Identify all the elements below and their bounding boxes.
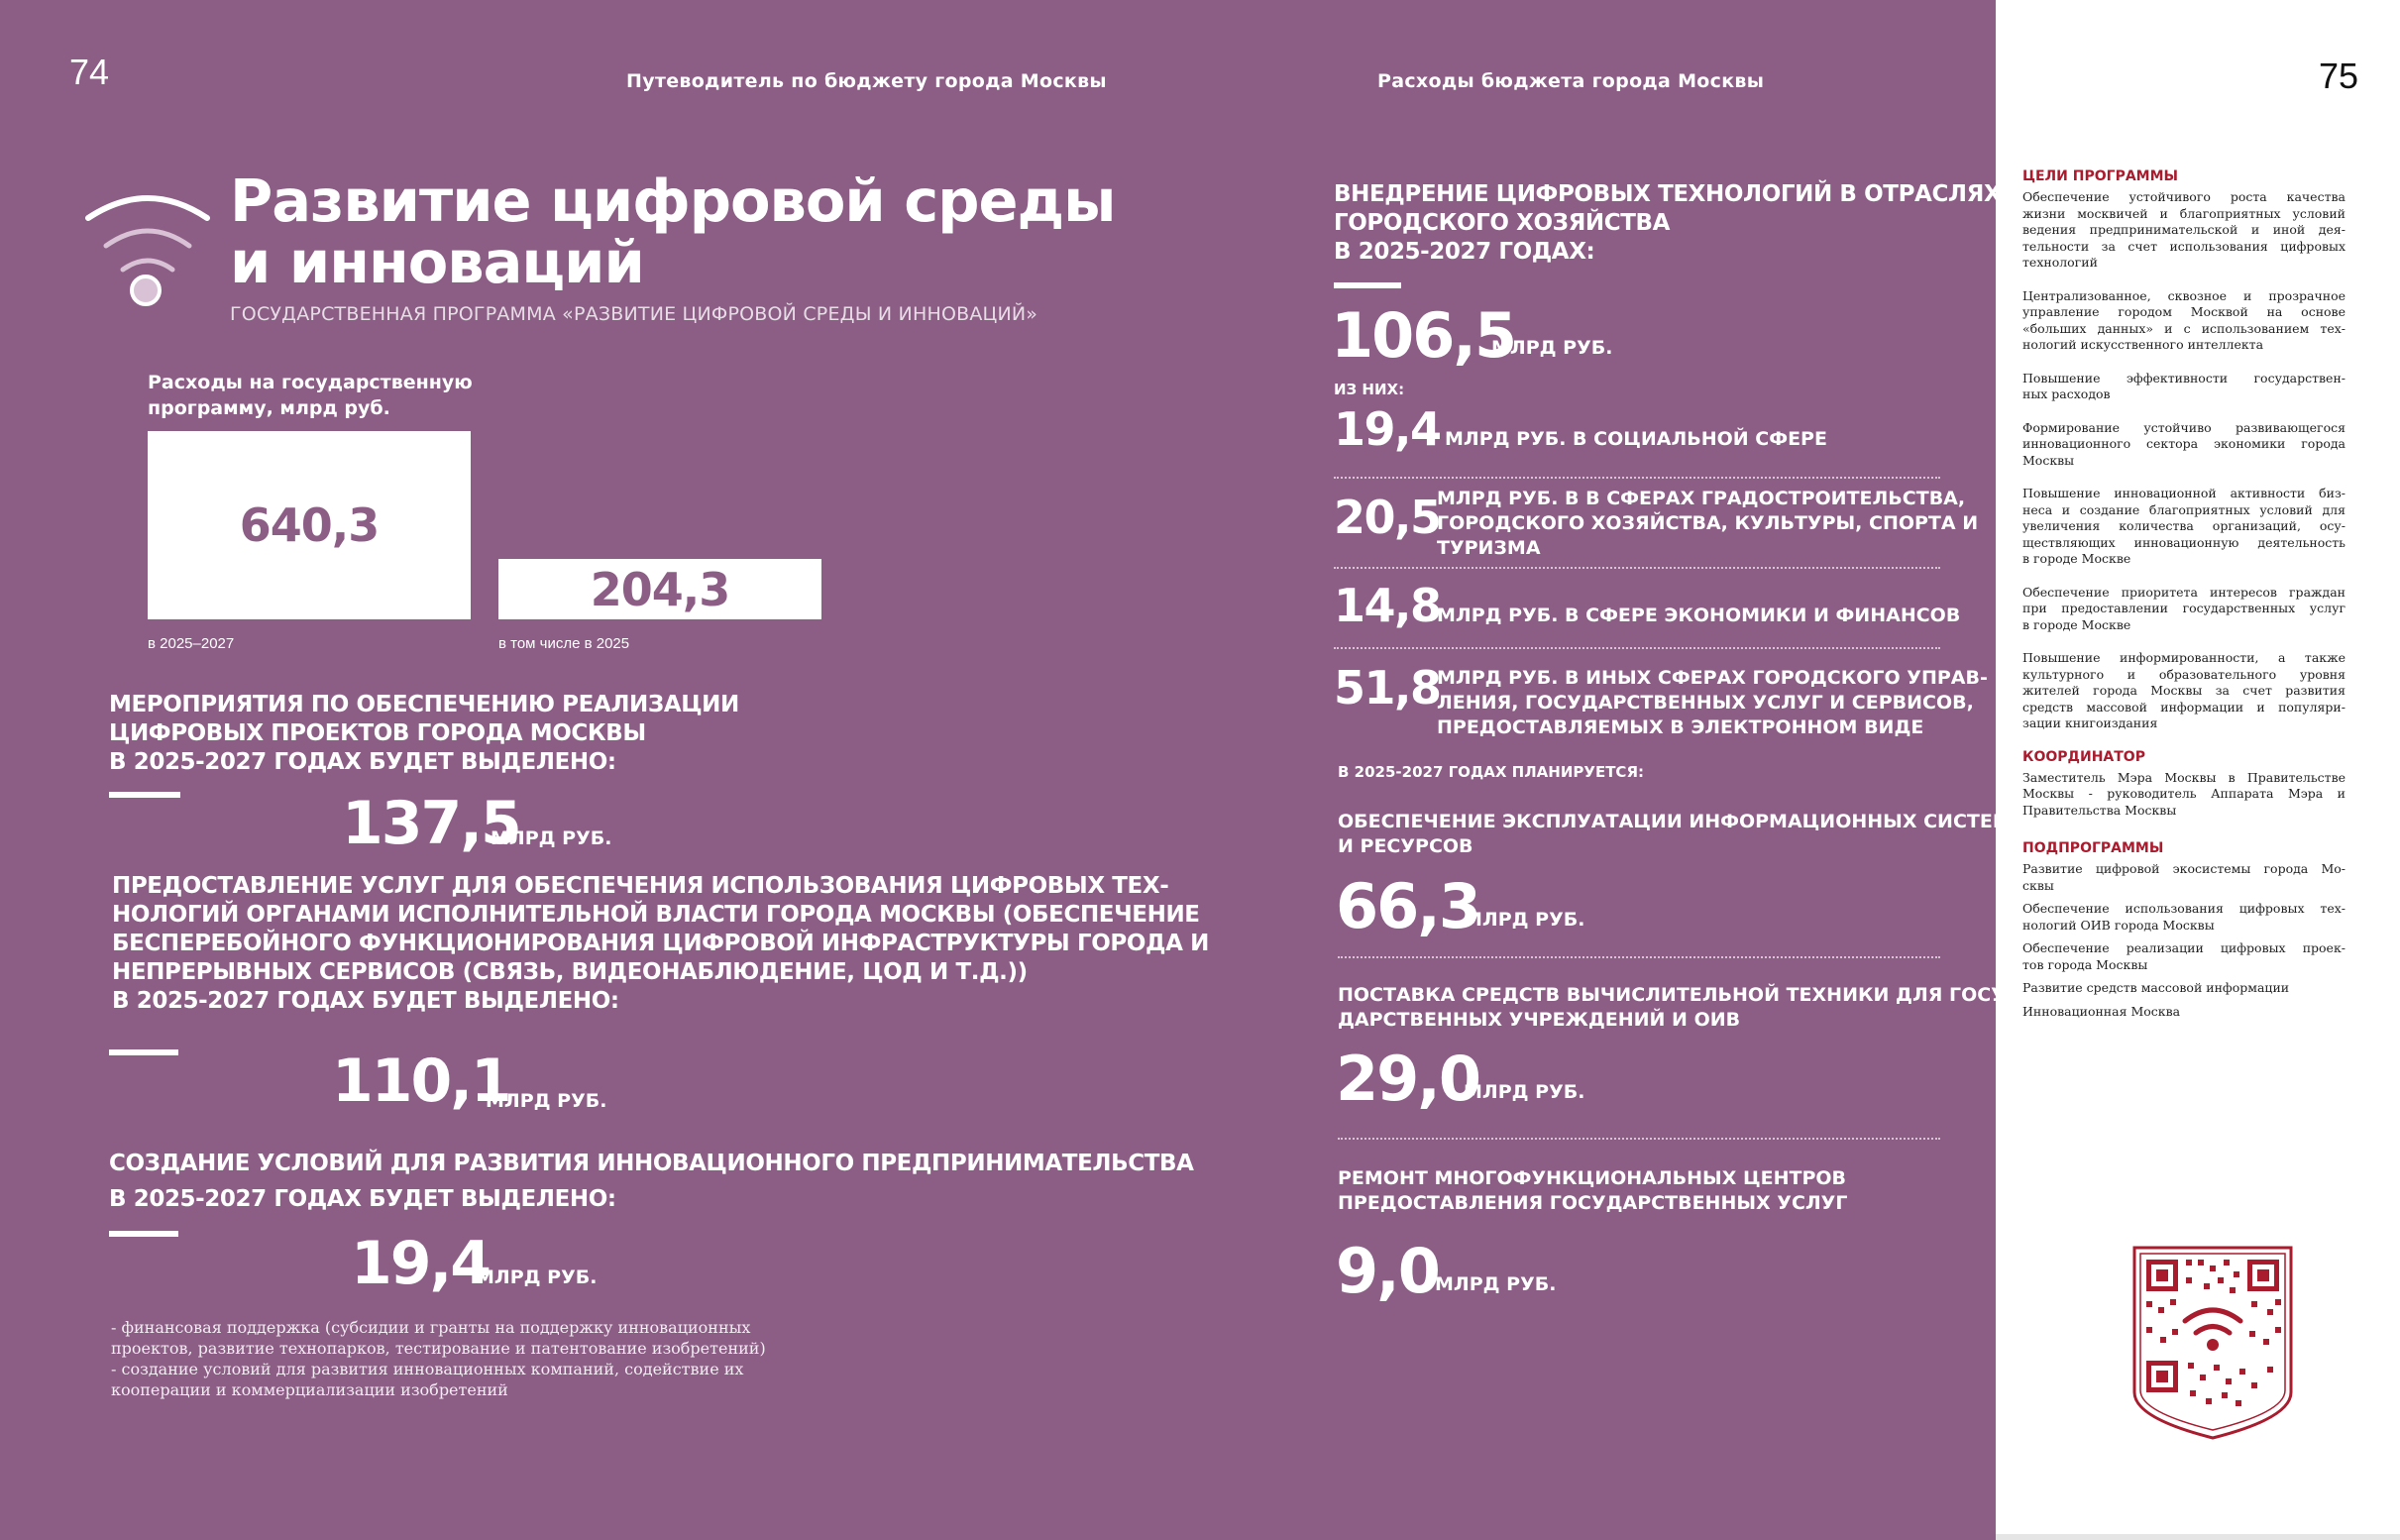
sidebar-text-line: сквы [2022, 877, 2054, 893]
chart-bar-value-label: 640,3 [239, 498, 380, 552]
sidebar-text-line: тов города Москвы [2022, 956, 2148, 972]
sidebar-text-line: Правительства Москвы [2022, 802, 2177, 818]
sidebar-text-line: средств массовой информации и популяри- [2022, 699, 2345, 715]
subprograms-heading: ПОДПРОГРАММЫ [2022, 840, 2164, 856]
sidebar-text-line: Обеспечение использования цифровых тех- [2022, 901, 2345, 916]
wifi-icon [83, 188, 212, 312]
row2-text-line1: МЛРД РУБ. В В СФЕРАХ ГРАДОСТРОИТЕЛЬСТВА, [1437, 488, 1966, 509]
section1-line3: В 2025-2027 ГОДАХ БУДЕТ ВЫДЕЛЕНО: [109, 749, 616, 775]
chart-caption-line1: Расходы на государственную [148, 372, 473, 393]
item1-line1: ОБЕСПЕЧЕНИЕ ЭКСПЛУАТАЦИИ ИНФОРМАЦИОННЫХ СИСТЕМ [1338, 811, 2012, 832]
page-subtitle: ГОСУДАРСТВЕННАЯ ПРОГРАММА «РАЗВИТИЕ ЦИФРОВОЙ СРЕДЫ И ИННОВАЦИЙ» [230, 303, 1038, 325]
row-divider [1334, 567, 1940, 569]
section1-unit: МЛРД РУБ. [491, 827, 612, 849]
sidebar-text-line: инновационного сектора экономики города [2022, 436, 2345, 451]
sidebar-text-line: при предоставлении государственных услуг [2022, 601, 2345, 615]
section3-unit: МЛРД РУБ. [476, 1266, 598, 1288]
notes-line1: - финансовая поддержка (субсидии и гранты на поддержку инновационных [111, 1318, 751, 1337]
item1-unit: МЛРД РУБ. [1464, 909, 1585, 931]
sidebar-text-line: нологий искусственного интеллекта [2022, 337, 2264, 352]
notes-line3: - создание условий для развития инновационных компаний, содействие их [111, 1360, 744, 1378]
sidebar-text-line: тельности за счет использования цифровых [2022, 238, 2345, 254]
row3-text: МЛРД РУБ. В СФЕРЕ ЭКОНОМИКИ И ФИНАНСОВ [1437, 605, 1961, 626]
chart-bar-2 [498, 559, 821, 619]
item3-line2: ПРЕДОСТАВЛЕНИЯ ГОСУДАРСТВЕННЫХ УСЛУГ [1338, 1192, 1848, 1214]
item2-value: 29,0 [1336, 1043, 1479, 1115]
goal-item [2022, 650, 2345, 732]
item3-unit: МЛРД РУБ. [1435, 1273, 1557, 1295]
sidebar-text-line: Развитие цифровой экосистемы города Мо- [2022, 861, 2345, 876]
sidebar-text-line: ществляющих инновационную деятельность [2022, 534, 2345, 550]
section3-line2: В 2025-2027 ГОДАХ БУДЕТ ВЫДЕЛЕНО: [109, 1186, 616, 1212]
sidebar-text-line: технологий [2022, 255, 2098, 270]
sidebar-text-line: «больших данных» и с использованием тех- [2022, 320, 2345, 336]
sidebar-text-line: увеличения количества организаций, осу- [2022, 518, 2345, 533]
goal-item [2022, 420, 2345, 470]
goal-item [2022, 371, 2345, 403]
section2-line1: ПРЕДОСТАВЛЕНИЕ УСЛУГ ДЛЯ ОБЕСПЕЧЕНИЯ ИСПОЛЬЗОВАНИЯ ЦИФРОВЫХ ТЕХ- [112, 873, 1169, 899]
total-value: 106,5 [1331, 299, 1516, 372]
section2-value: 110,1 [332, 1046, 510, 1116]
section1-dash [109, 792, 180, 798]
intro-line1: ВНЕДРЕНИЕ ЦИФРОВЫХ ТЕХНОЛОГИЙ В ОТРАСЛЯХ [1334, 181, 2002, 207]
section2-dash [109, 1049, 178, 1055]
sidebar-text-line: Формирование устойчиво развивающегося [2022, 419, 2345, 435]
section1-value: 137,5 [342, 789, 520, 858]
chart-bar-1 [148, 431, 471, 619]
chart-category-label: в том числе в 2025 [498, 635, 630, 652]
sidebar-text-line: жителей города Москвы за счет развития [2022, 683, 2345, 698]
sidebar-text-line: Обеспечение устойчивого роста качества [2022, 189, 2345, 204]
row2-text-line3: ТУРИЗМА [1437, 537, 1541, 559]
sidebar-text-line: зации книгоиздания [2022, 715, 2158, 730]
page-number-left: 74 [69, 52, 110, 92]
goal-item [2022, 585, 2345, 634]
notes-line2: проектов, развитие технопарков, тестирование и патентование изобретений) [111, 1339, 766, 1358]
page-title-line2: и инноваций [230, 228, 644, 296]
chart-caption-line2: программу, млрд руб. [148, 397, 390, 419]
subprogram-item [2022, 901, 2345, 934]
item2-line2: ДАРСТВЕННЫХ УЧРЕЖДЕНИЙ И ОИВ [1338, 1009, 1741, 1031]
sidebar-text-line: нологий ОИВ города Москвы [2022, 917, 2215, 933]
of-them-label: ИЗ НИХ: [1334, 381, 1405, 398]
sidebar-text-line: Москвы [2022, 452, 2075, 468]
section3-line1: СОЗДАНИЕ УСЛОВИЙ ДЛЯ РАЗВИТИЯ ИННОВАЦИОННОГО ПРЕДПРИНИМАТЕЛЬСТВА [109, 1151, 1194, 1176]
sidebar-text-line: ных расходов [2022, 386, 2111, 401]
item3-line1: РЕМОНТ МНОГОФУНКЦИОНАЛЬНЫХ ЦЕНТРОВ [1338, 1167, 1847, 1189]
section1-line2: ЦИФРОВЫХ ПРОЕКТОВ ГОРОДА МОСКВЫ [109, 720, 646, 746]
chart-bar-value-label: 204,3 [590, 562, 730, 616]
sidebar-text-line: в городе Москве [2022, 551, 2131, 566]
row-divider [1334, 477, 1940, 479]
page-number-right: 75 [2319, 55, 2359, 96]
subprogram-item [2022, 1004, 2345, 1021]
sidebar-text-line: управление городом Москвой на основе [2022, 304, 2345, 319]
sidebar-text-line: культурного и образовательного уровня [2022, 666, 2345, 682]
row4-value: 51,8 [1334, 661, 1441, 715]
sidebar [2022, 168, 2345, 1027]
goal-item [2022, 486, 2345, 568]
item2-line1: ПОСТАВКА СРЕДСТВ ВЫЧИСЛИТЕЛЬНОЙ ТЕХНИКИ ДЛЯ ГОСУ- [1338, 984, 2014, 1006]
section2-unit: МЛРД РУБ. [486, 1090, 607, 1112]
sidebar-text-line: Повышение инновационной активности биз- [2022, 486, 2345, 500]
section1-line1: МЕРОПРИЯТИЯ ПО ОБЕСПЕЧЕНИЮ РЕАЛИЗАЦИИ [109, 692, 739, 717]
row-divider [1334, 647, 1940, 649]
sidebar-text-line: Повышение информированности, а также [2022, 650, 2345, 665]
item1-line2: И РЕСУРСОВ [1338, 835, 1473, 857]
row4-text-line2: ЛЕНИЯ, ГОСУДАРСТВЕННЫХ УСЛУГ И СЕРВИСОВ, [1437, 692, 1974, 714]
intro-dash [1334, 282, 1401, 288]
sidebar-text-line: Заместитель Мэра Москвы в Правительстве [2022, 769, 2345, 785]
sidebar-text-line: ведения предпринимательской и иной дея- [2022, 222, 2345, 237]
intro-line2: ГОРОДСКОГО ХОЗЯЙСТВА [1334, 210, 1671, 236]
sidebar-text-line: Развитие средств массовой информации [2022, 980, 2290, 995]
sidebar-text-line: Повышение эффективности государствен- [2022, 370, 2345, 385]
row4-text-line3: ПРЕДОСТАВЛЯЕМЫХ В ЭЛЕКТРОННОМ ВИДЕ [1437, 716, 1924, 738]
intro-line3: В 2025-2027 ГОДАХ: [1334, 239, 1595, 265]
coordinator-heading: КООРДИНАТОР [2022, 748, 2145, 765]
page-title-line1: Развитие цифровой среды [230, 166, 1116, 235]
running-head-right: Расходы бюджета города Москвы [1377, 70, 1765, 92]
qr-code-emblem [2130, 1244, 2295, 1442]
section2-line3: БЕСПЕРЕБОЙНОГО ФУНКЦИОНИРОВАНИЯ ЦИФРОВОЙ ИНФРАСТРУКТУРЫ ГОРОДА И [112, 931, 1209, 956]
section2-line4: НЕПРЕРЫВНЫХ СЕРВИСОВ (СВЯЗЬ, ВИДЕОНАБЛЮДЕНИЕ, ЦОД И Т.Д.)) [112, 959, 1028, 985]
section3-value: 19,4 [351, 1229, 491, 1298]
item-divider [1338, 1138, 1940, 1140]
sidebar-text-line: Инновационная Москва [2022, 1003, 2181, 1019]
goal-item [2022, 288, 2345, 354]
goal-item [2022, 189, 2345, 272]
sidebar-text-line: Обеспечение реализации цифровых проек- [2022, 940, 2345, 955]
row3-value: 14,8 [1334, 579, 1441, 632]
item-divider [1338, 956, 1940, 958]
sidebar-text-line: неса и создание благоприятных условий для [2022, 501, 2345, 517]
row2-value: 20,5 [1334, 491, 1441, 544]
sidebar-text-line: в городе Москве [2022, 616, 2131, 632]
sidebar-text-line: Москвы - руководитель Аппарата Мэра и [2022, 786, 2345, 801]
total-unit: МЛРД РУБ. [1491, 337, 1613, 359]
sidebar-text-line: Централизованное, сквозное и прозрачное [2022, 287, 2345, 303]
notes-line4: кооперации и коммерциализации изобретений [111, 1380, 508, 1399]
planned-label: В 2025-2027 ГОДАХ ПЛАНИРУЕТСЯ: [1338, 763, 1644, 781]
running-head-left: Путеводитель по бюджету города Москвы [626, 70, 1107, 92]
item2-unit: МЛРД РУБ. [1464, 1081, 1585, 1103]
subprogram-item [2022, 940, 2345, 973]
row4-text-line1: МЛРД РУБ. В ИНЫХ СФЕРАХ ГОРОДСКОГО УПРАВ- [1437, 667, 1988, 689]
section3-dash [109, 1231, 178, 1237]
section2-line2: НОЛОГИЙ ОРГАНАМИ ИСПОЛНИТЕЛЬНОЙ ВЛАСТИ ГОРОДА МОСКВЫ (ОБЕСПЕЧЕНИЕ [112, 902, 1200, 928]
subprogram-item [2022, 980, 2345, 997]
row1-value: 19,4 [1334, 402, 1441, 456]
section2-line5: В 2025-2027 ГОДАХ БУДЕТ ВЫДЕЛЕНО: [112, 988, 619, 1014]
sidebar-text-line: жизни москвичей и благоприятных условий [2022, 205, 2345, 221]
row1-text: МЛРД РУБ. В СОЦИАЛЬНОЙ СФЕРЕ [1445, 428, 1827, 450]
item3-value: 9,0 [1336, 1235, 1439, 1307]
row2-text-line2: ГОРОДСКОГО ХОЗЯЙСТВА, КУЛЬТУРЫ, СПОРТА И [1437, 512, 1979, 534]
subprogram-item [2022, 861, 2345, 894]
goals-heading: ЦЕЛИ ПРОГРАММЫ [2022, 168, 2179, 184]
sidebar-text-line: Обеспечение приоритета интересов граждан [2022, 584, 2345, 600]
chart-category-label: в 2025–2027 [148, 635, 235, 652]
coordinator-text [2022, 770, 2345, 820]
bottom-divider [1996, 1534, 2400, 1540]
item1-value: 66,3 [1336, 870, 1479, 942]
